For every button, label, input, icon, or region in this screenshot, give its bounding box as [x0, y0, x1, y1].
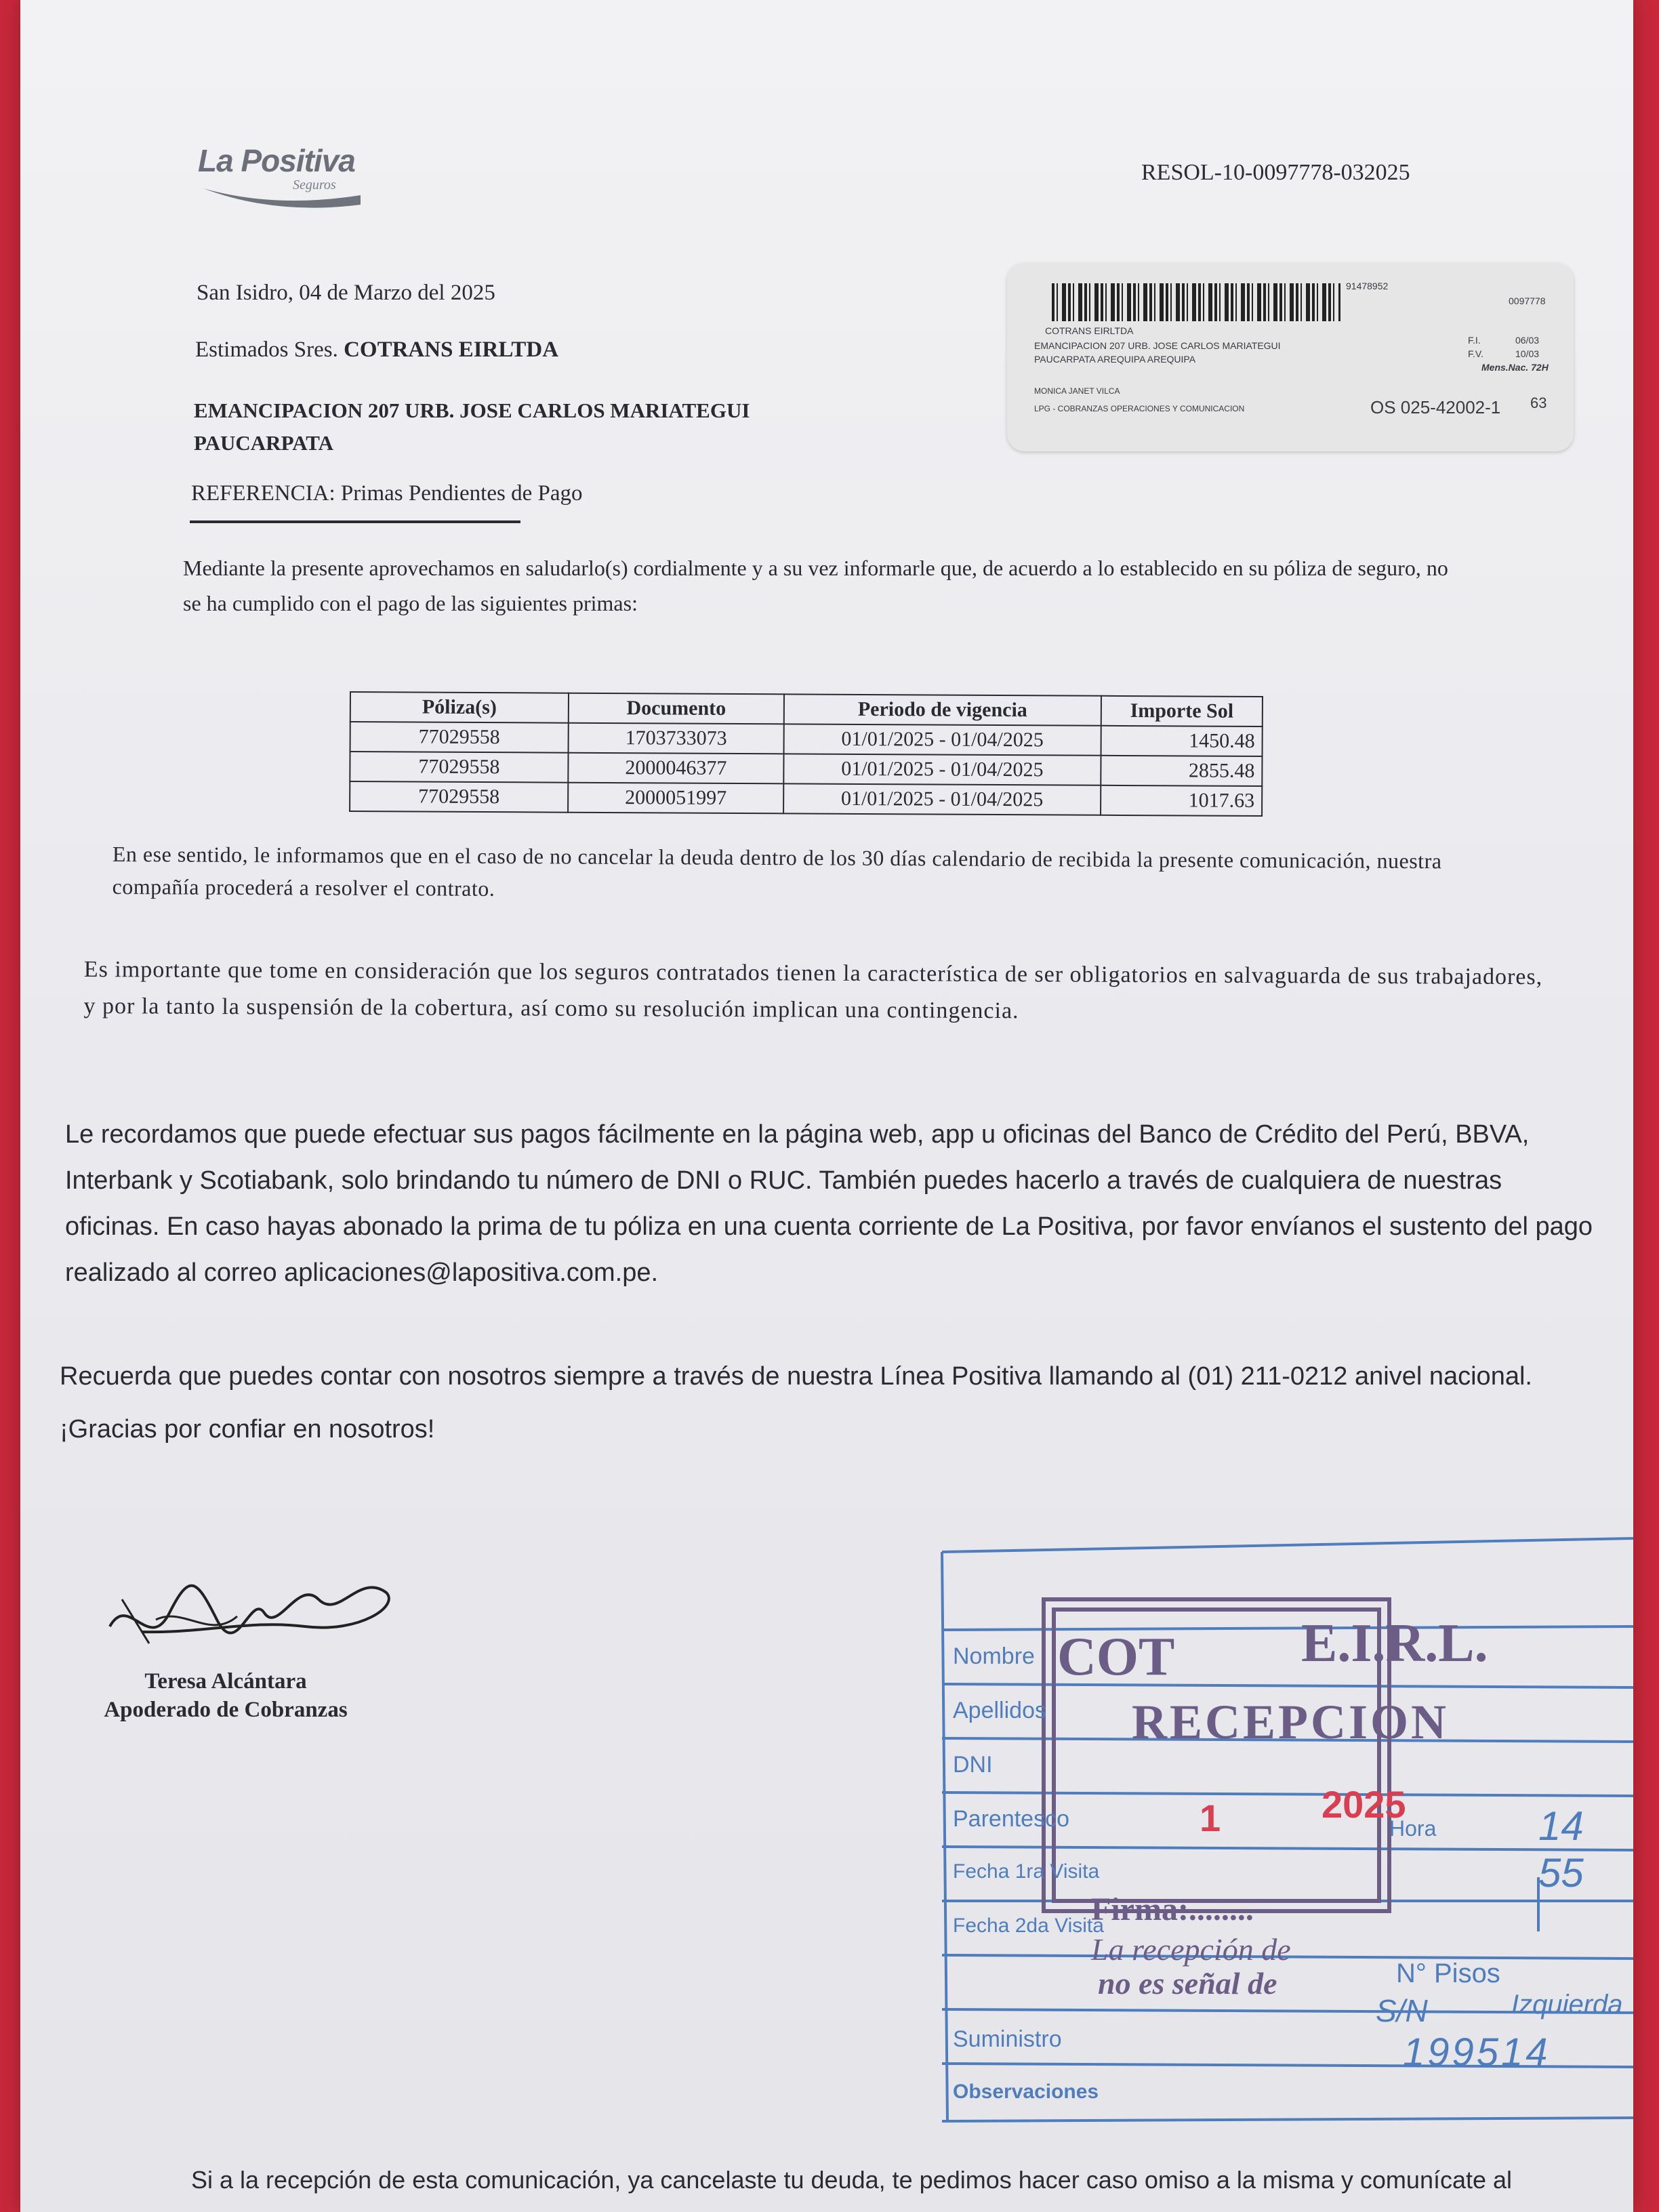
label-department: LPG - COBRANZAS OPERACIONES Y COMUNICACION [1034, 404, 1245, 413]
recipient-company: COTRANS EIRLTDA [344, 337, 559, 362]
cell-amount: 1450.48 [1101, 726, 1263, 756]
address-line-2: PAUCARPATA [194, 431, 334, 455]
label-contact: MONICA JANET VILCA [1034, 386, 1120, 396]
label-fv: F.V. [1468, 348, 1483, 359]
label-address-2: PAUCARPATA AREQUIPA AREQUIPA [1034, 354, 1196, 365]
signer-block [73, 1667, 378, 1724]
stamp-company-suffix: E.I.R.L. [1301, 1614, 1488, 1673]
stamp-label-dni: DNI [953, 1752, 993, 1778]
stamp-label-name: Nombre [953, 1643, 1035, 1669]
cell-policy: 77029558 [350, 752, 568, 783]
label-mens: Mens.Nac. 72H [1481, 362, 1549, 373]
column-header-document: Documento [569, 693, 784, 724]
paragraph-deadline: En ese sentido, le informamos que en el caso de no cancelar la deuda dentro de los 30 días calendario de recibida la presente comunicación, nuestra compañía procederá a resolver el contrato. [112, 841, 1442, 901]
stamp-date-day: 1 [1200, 1797, 1221, 1839]
label-fv-value: 10/03 [1515, 348, 1540, 359]
mailing-label [1007, 263, 1574, 451]
column-header-amount: Importe Sol [1101, 696, 1263, 726]
cell-document: 2000046377 [568, 753, 783, 784]
label-fi: F.I. [1468, 335, 1481, 346]
company-logo-subtitle: Seguros [293, 178, 336, 192]
reception-stamp [928, 1525, 1633, 2152]
greeting-prefix: Estimados Sres. [195, 337, 338, 362]
recipient-address [194, 394, 750, 459]
handwritten-signature [102, 1552, 400, 1660]
stamp-label-supply: Suministro [953, 2026, 1062, 2052]
barcode-icon [1052, 283, 1340, 321]
cell-amount: 2855.48 [1101, 756, 1262, 786]
resolution-number: RESOL-10-0097778-032025 [1141, 160, 1410, 185]
stamp-company: COT [1057, 1627, 1175, 1687]
footer-note: Si a la recepción de esta comunicación, ya cancelaste tu deuda, te pedimos hacer caso omiso a la misma y comunícate al [191, 2166, 1513, 2194]
table-row [350, 752, 1262, 786]
pending-premiums-table [349, 691, 1263, 817]
cell-policy: 77029558 [350, 781, 568, 813]
stamp-note-line-2: no es señal de [1098, 1966, 1277, 2001]
stamp-label-observations: Observaciones [953, 2081, 1099, 2103]
label-address-1: EMANCIPACION 207 URB. JOSE CARLOS MARIATEGUI [1034, 340, 1281, 351]
paragraph-importance: Es importante que tome en consideración que los seguros contratados tienen la característica de ser obligatorios en salvaguarda de sus trabajadores, y por la tanto la suspensión de la cobertura, así como su resolución implican una contingencia. [83, 956, 1543, 1024]
signer-name: Teresa Alcántara [144, 1669, 307, 1694]
address-line-1: EMANCIPACION 207 URB. JOSE CARLOS MARIATEGUI [194, 398, 750, 422]
label-name: COTRANS EIRLTDA [1045, 325, 1134, 336]
stamp-hour-label: Hora [1389, 1816, 1437, 1841]
stamp-label-second-visit: Fecha 2da Visita [953, 1914, 1104, 1937]
letter-page [20, 0, 1633, 2212]
stamp-left-value: Izquierda [1511, 1990, 1623, 2020]
column-header-policy: Póliza(s) [350, 692, 569, 723]
label-code-top: 91478952 [1346, 281, 1389, 291]
stamp-label-first-visit: Fecha 1ra Visita [953, 1860, 1100, 1883]
stamp-floors-label: N° Pisos [1396, 1959, 1500, 1988]
reference-line: REFERENCIA: Primas Pendientes de Pago [191, 481, 583, 506]
table-header-row [350, 692, 1263, 726]
cell-period: 01/01/2025 - 01/04/2025 [784, 724, 1101, 755]
label-fi-value: 06/03 [1515, 335, 1540, 346]
stamp-signature-line: Firma:........ [1091, 1891, 1254, 1927]
stamp-time-value: 14 55 [1538, 1803, 1584, 1896]
label-code-right: 0097778 [1509, 295, 1546, 306]
greeting [195, 337, 558, 363]
company-logo: La Positiva [198, 143, 355, 178]
cell-amount: 1017.63 [1101, 785, 1262, 816]
paragraph-contact: Recuerda que puedes contar con nosotros siempre a través de nuestra Línea Positiva llamando al (01) 211-0212 anivel nacional. ¡Gracias por confiar en nosotros! [60, 1362, 1532, 1443]
stamp-sn-value: S/N [1376, 1993, 1428, 2028]
intro-paragraph: Mediante la presente aprovechamos en saludarlo(s) cordialmente y a su vez informarle que, de acuerdo a lo establecido en su póliza de seguro, no se ha cumplido con el pago de las siguientes primas: [183, 556, 1448, 615]
cell-period: 01/01/2025 - 01/04/2025 [783, 783, 1101, 815]
cell-period: 01/01/2025 - 01/04/2025 [783, 754, 1101, 785]
label-os-number: OS 025-42002-1 [1370, 397, 1501, 417]
cell-policy: 77029558 [350, 722, 569, 753]
stamp-supply-value: 199514 [1403, 2030, 1551, 2074]
stamp-date-year: 2025 [1322, 1783, 1406, 1826]
table-row [350, 781, 1262, 816]
signer-title: Apoderado de Cobranzas [104, 1698, 348, 1722]
reference-underline [190, 520, 520, 523]
label-count: 63 [1530, 394, 1547, 411]
stamp-label-surname: Apellidos [953, 1698, 1046, 1723]
letter-date: San Isidro, 04 de Marzo del 2025 [197, 281, 495, 305]
cell-document: 1703733073 [569, 723, 784, 754]
column-header-period: Periodo de vigencia [784, 694, 1101, 725]
cell-document: 2000051997 [568, 783, 783, 814]
stamp-reception: RECEPCION [1132, 1695, 1450, 1749]
stamp-label-relation: Parentesco [953, 1806, 1069, 1832]
table-row [350, 722, 1263, 756]
paragraph-payment-options: Le recordamos que puede efectuar sus pagos fácilmente en la página web, app u oficinas del Banco de Crédito del Perú, BBVA, Interbank y Scotiabank, solo brindando tu número de DNI o RUC. También puedes hacerlo a través de cualquiera de nuestras oficinas. En caso hayas abonado la prima de tu póliza en una cuenta corriente de La Positiva, por favor envíanos el sustento del pago realizado al correo aplicaciones@lapositiva.com.pe. [65, 1120, 1593, 1287]
logo-swoosh-icon [201, 182, 363, 214]
stamp-note-line-1: La recepción de [1091, 1932, 1291, 1967]
